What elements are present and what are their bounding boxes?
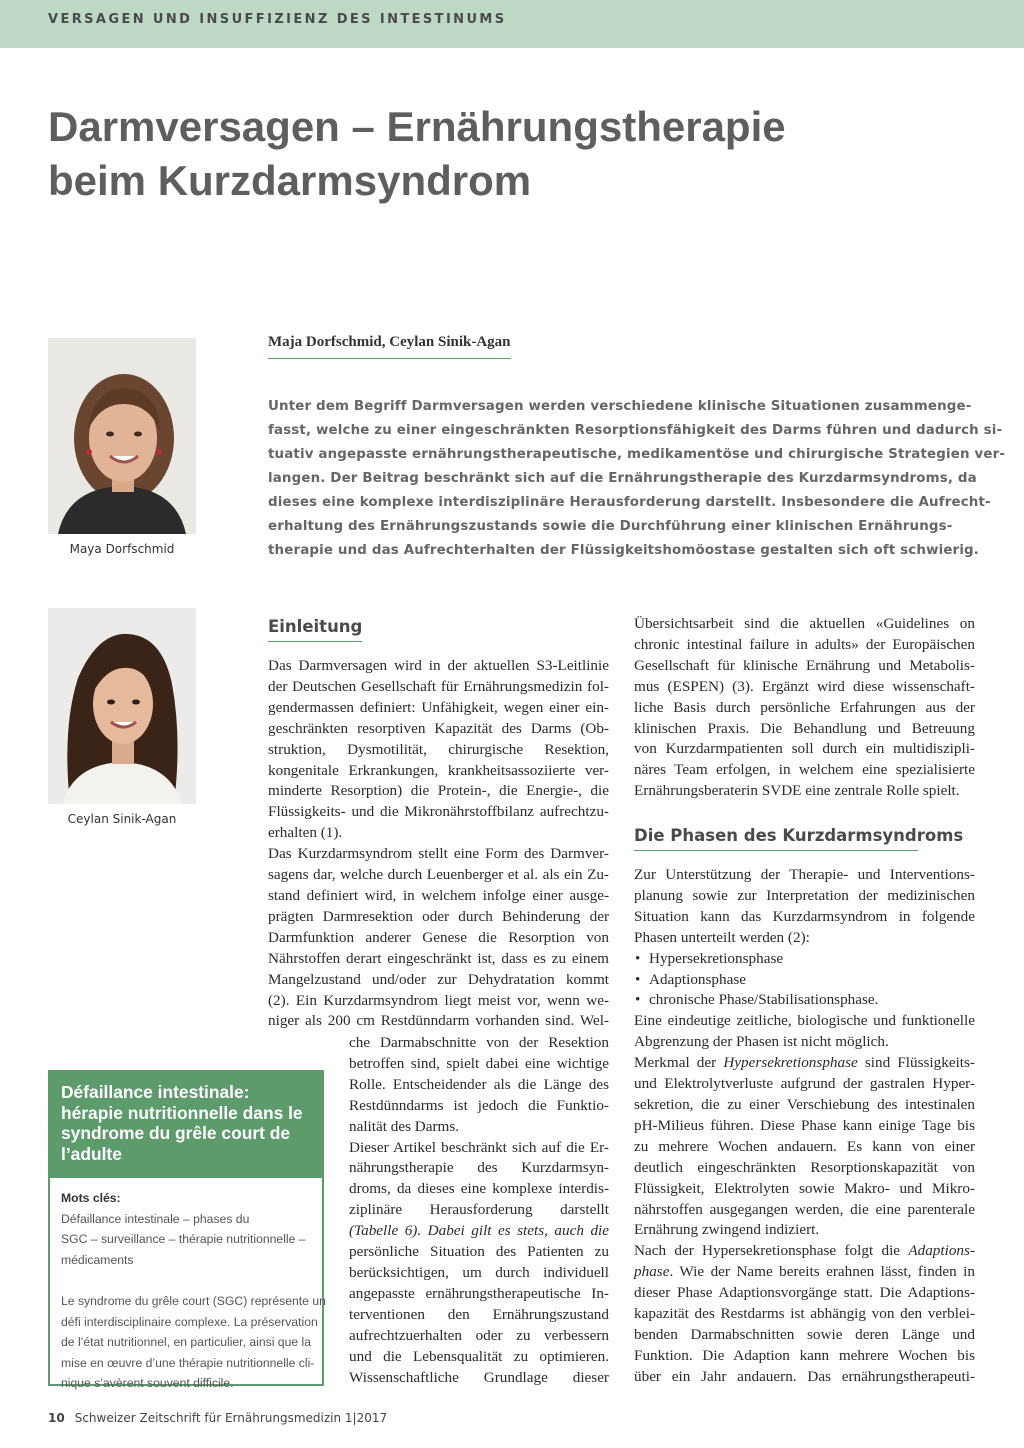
abstract-line: Le syndrome du grêle court (SGC) représente un bbox=[61, 1293, 326, 1308]
text-fragment: Merkmal der bbox=[634, 1054, 724, 1072]
page-footer bbox=[48, 1411, 387, 1425]
text-line: Eine eindeutige zeitliche, biologische und funktionelle bbox=[634, 1012, 975, 1030]
lead-line: Unter dem Begriff Darmversagen werden verschiedene klinische Situationen zusammenge- bbox=[268, 399, 972, 414]
text-line: Nährstoffen derart eingeschränkt ist, dass es zu einem bbox=[268, 949, 609, 967]
phase-list-item: • chronische Phase/Stabilisationsphase. bbox=[634, 990, 975, 1011]
text-line: sekretion, die zu einer Verschiebung des intestinalen bbox=[634, 1095, 975, 1113]
lead-line: therapie und das Aufrechterhalten der Flüssigkeitshomöostase gestalten sich oft schwierig. bbox=[268, 543, 980, 558]
text-line: und die Lebensqualität zu optimieren. bbox=[349, 1347, 609, 1365]
abstract-line: de l’état nutritionnel, en particulier, ainsi que la bbox=[61, 1335, 311, 1350]
summary-title-line: hérapie nutritionnelle dans le bbox=[61, 1102, 303, 1123]
text-line: sagens dar, welche durch Leuenberger et al. als ein Zu- bbox=[268, 866, 609, 884]
text-line: Restdünndarms ist jedoch die Funktio- bbox=[349, 1096, 609, 1114]
text-line: Ernährung zwingend indiziert. bbox=[634, 1221, 820, 1239]
text-line: gendermassen definiert: Unfähigkeit, wegen einer ein- bbox=[268, 698, 609, 716]
spacer bbox=[61, 1270, 313, 1291]
text-line: kapazität des Restdarms ist abhängig von den verblei- bbox=[634, 1305, 975, 1323]
text-line: Zur Unterstützung der Therapie- und Interventions- bbox=[634, 866, 975, 883]
text-line: Rolle. Entscheidender als die Länge des bbox=[349, 1075, 609, 1093]
column-1-narrow-text bbox=[349, 1033, 609, 1388]
text-line: niger als 200 cm Restdünndarm vorhanden sind. Wel- bbox=[268, 1012, 609, 1030]
text-line: Mangelzustand und/oder zur Dehydratation kommt bbox=[268, 970, 609, 988]
author-names: Maja Dorfschmid, Ceylan Sinik-Agan bbox=[268, 334, 511, 359]
phase-list-item: • Adaptionsphase bbox=[634, 970, 975, 991]
text-line: über ein Jahr andauern. Das ernährungstherapeuti- bbox=[634, 1367, 975, 1385]
photo-caption-2: Ceylan Sinik-Agan bbox=[67, 812, 177, 826]
text-line: pH-Milieus führen. Diese Phase kann einige Tage bis bbox=[634, 1116, 975, 1134]
title-line-2: beim Kurzdarmsyndrom bbox=[48, 157, 532, 204]
lead-line: erhaltung des Ernährungszustands sowie die Durchführung einer klinischen Ernährungs- bbox=[268, 519, 953, 534]
text-line: der Deutschen Gesellschaft für Ernährungsmedizin fol- bbox=[268, 677, 609, 695]
text-fragment: sind Flüssigkeits- bbox=[857, 1054, 975, 1072]
text-line: planung sowie zur Interpretation der medizinischen bbox=[634, 886, 975, 904]
column-2-text bbox=[634, 865, 975, 1388]
text-line: betroffen sind, spielt dabei eine wichtige bbox=[349, 1054, 609, 1072]
text-line: (2). Ein Kurzdarmsyndrom liegt meist vor, wenn we- bbox=[268, 991, 609, 1009]
text-line: dieser Phase Adaptionsvorgänge statt. Die Adaptions- bbox=[634, 1284, 975, 1302]
text-line: aufrechtzuerhalten oder zu verbessern bbox=[349, 1326, 609, 1344]
phase-list-item: • Hypersekretionsphase bbox=[634, 949, 975, 970]
french-summary-box bbox=[48, 1070, 326, 1391]
text-line: geschränkten resorptiven Kapazität des Darms (Ob- bbox=[268, 719, 609, 737]
text-line: näres Team erfolgen, in welchem eine spezialisierte bbox=[634, 761, 975, 779]
text-line: nährungstherapie des Kurzdarmsyn- bbox=[349, 1159, 609, 1177]
text-line: prägten Darmresektion oder durch Behinderung der bbox=[268, 907, 609, 925]
text-line: erhalten (1). bbox=[268, 824, 343, 842]
text-line: Flüssigkeits- und die Mikronährstoffbilanz aufrechtzu- bbox=[268, 803, 609, 821]
text-line: Darmfunktion anderer Genese die Resorption von bbox=[268, 928, 609, 946]
text-line: Übersichtsarbeit sind die aktuellen «Guidelines on bbox=[634, 615, 975, 632]
lead-line: langen. Der Beitrag beschränkt sich auf die Ernährungstherapie des Kurzdarmsyndroms, da bbox=[268, 471, 977, 486]
text-line: liche Basis durch persönliche Erfahrungen aus der bbox=[634, 698, 975, 716]
heading-einleitung: Einleitung bbox=[268, 617, 362, 642]
text-line: mus (ESPEN) (3). Ergänzt wird diese wissenschaft- bbox=[634, 677, 975, 695]
text-line: Phasen unterteilt werden (2): bbox=[634, 928, 810, 946]
keywords-line: SGC – surveillance – thérapie nutritionnelle – bbox=[61, 1232, 306, 1247]
author-photo-dorfschmid bbox=[48, 338, 196, 534]
text-line: benden Darmabschnitten sowie deren Länge und bbox=[634, 1325, 975, 1343]
text-line: Abgrenzung der Phasen ist nicht möglich. bbox=[634, 1033, 889, 1051]
text-line: angepasste ernährungstherapeutische In- bbox=[349, 1284, 609, 1302]
text-fragment: Nach der Hypersekretionsphase folgt die bbox=[634, 1242, 909, 1260]
lead-line: dieses eine komplexe interdisziplinäre Herausforderung darstellt. Insbesondere die Aufrecht- bbox=[268, 495, 991, 510]
text-line: chronic intestinal failure in adults» der Europäischen bbox=[634, 635, 975, 653]
text-line bbox=[634, 1262, 975, 1283]
keywords-line bbox=[61, 1188, 313, 1229]
text-line: nährstoffen ausgegangen werden, die eine parenterale bbox=[634, 1200, 975, 1218]
text-line: deutlich eingeschränkten Resorptionskapazität von bbox=[634, 1158, 975, 1176]
text-line: droms, da dieses eine komplexe interdis- bbox=[349, 1180, 609, 1198]
portrait-image bbox=[48, 608, 196, 804]
text-fragment: . Wie der Name bereits erahnen lässt, finden in bbox=[669, 1263, 975, 1281]
text-line: struktion, Dysmotilität, chirurgische Resektion, bbox=[268, 740, 609, 758]
lead-line: tuativ angepasste ernährungstherapeutische, medikamentöse und chirurgische Strategien ver- bbox=[268, 447, 1006, 462]
text-line: Funktion. Die Adaption kann mehrere Wochen bis bbox=[634, 1346, 975, 1364]
text-line: terventionen den Ernährungszustand bbox=[349, 1305, 609, 1323]
lead-abstract bbox=[268, 395, 1006, 563]
column-1-text bbox=[268, 656, 609, 1032]
summary-title bbox=[50, 1072, 322, 1178]
text-line bbox=[634, 1241, 975, 1262]
keywords-text: Défaillance intestinale – phases du bbox=[61, 1211, 250, 1226]
text-line: Ernährungsberaterin SVDE eine zentrale Rolle spielt. bbox=[634, 782, 960, 800]
abstract-line: défi interdisciplinaire complexe. La préservation bbox=[61, 1314, 318, 1329]
keywords-line: médicaments bbox=[61, 1252, 134, 1267]
term-hypersekretionsphase: Hypersekretionsphase bbox=[723, 1054, 858, 1072]
text-line: klinischen Praxis. Die Behandlung und Betreuung bbox=[634, 719, 975, 737]
column-2-text-top bbox=[634, 614, 975, 802]
summary-title-line: syndrome du grêle court de bbox=[61, 1123, 291, 1143]
abstract-line: mise en œuvre d’une thérapie nutritionnelle cli- bbox=[61, 1355, 315, 1370]
text-line: zu mehrere Wochen andauern. Es kann von einer bbox=[634, 1137, 975, 1155]
text-line: Dieser Artikel beschränkt sich auf die Er- bbox=[349, 1138, 609, 1156]
text-line bbox=[349, 1221, 609, 1242]
summary-title-line: l’adulte bbox=[61, 1143, 122, 1164]
text-line: Situation kann das Kurzdarmsyndrom in folgende bbox=[634, 907, 975, 925]
summary-title-line: Défaillance intestinale: bbox=[61, 1082, 250, 1102]
text-line: Flüssigkeit, Elektrolyten sowie Makro- und Mikro- bbox=[634, 1179, 975, 1197]
page-number: 10 bbox=[48, 1411, 65, 1425]
text-line: nalität des Darms. bbox=[349, 1117, 460, 1135]
portrait-image bbox=[48, 338, 196, 534]
text-line: ziplinäre Herausforderung darstellt bbox=[349, 1201, 609, 1219]
text-line: und Elektrolytverluste aufgrund der gastralen Hyper- bbox=[634, 1075, 975, 1093]
photo-caption-1: Maya Dorfschmid bbox=[69, 542, 175, 556]
text-line: Das Darmversagen wird in der aktuellen S3-Leitlinie bbox=[268, 657, 609, 674]
section-header: VERSAGEN UND INSUFFIZIENZ DES INTESTINUMS bbox=[48, 12, 507, 27]
text-line: Das Kurzdarmsyndrom stellt eine Form des Darmver- bbox=[268, 845, 609, 863]
lead-line: fasst, welche zu einer eingeschränkten Resorptionsfähigkeit des Darms führen und dadurch si- bbox=[268, 423, 1003, 438]
abstract-line: nique s’avèrent souvent difficile. bbox=[61, 1376, 234, 1391]
term-adaptionsphase: Adaptions- bbox=[908, 1242, 975, 1260]
text-line: Wissenschaftliche Grundlage dieser bbox=[349, 1368, 609, 1386]
text-line: von Kurzdarmpatienten soll durch ein multidiszipli- bbox=[634, 740, 975, 758]
text-line: kongenitale Erkrankungen, krankheitsassoziierte ver- bbox=[268, 761, 609, 779]
summary-body bbox=[61, 1188, 326, 1394]
journal-name: Schweizer Zeitschrift für Ernährungsmedizin 1|2017 bbox=[74, 1411, 388, 1425]
text-line: che Darmabschnitte von der Resektion bbox=[349, 1034, 609, 1051]
heading-phasen: Die Phasen des Kurzdarmsyndroms bbox=[634, 826, 918, 851]
term-adaptionsphase: phase bbox=[634, 1263, 670, 1281]
text-line: berücksichtigen, um durch individuell bbox=[349, 1263, 609, 1281]
text-line: persönliche Situation des Patienten zu bbox=[349, 1243, 609, 1261]
text-line bbox=[634, 1053, 975, 1074]
table-reference: (Tabelle 6). Dabei gilt es stets, auch die bbox=[349, 1222, 609, 1240]
article-title bbox=[48, 100, 948, 208]
author-photo-sinik-agan bbox=[48, 608, 196, 804]
text-line: Gesellschaft für klinische Ernährung und Metabolis- bbox=[634, 656, 975, 674]
text-line: stand definiert wird, in welchem infolge einer ausge- bbox=[268, 886, 609, 904]
keywords-label: Mots clés: bbox=[61, 1191, 121, 1205]
title-line-1: Darmversagen – Ernährungstherapie bbox=[48, 103, 786, 150]
text-line: minderte Resorption) die Protein-, die Energie-, die bbox=[268, 782, 609, 800]
